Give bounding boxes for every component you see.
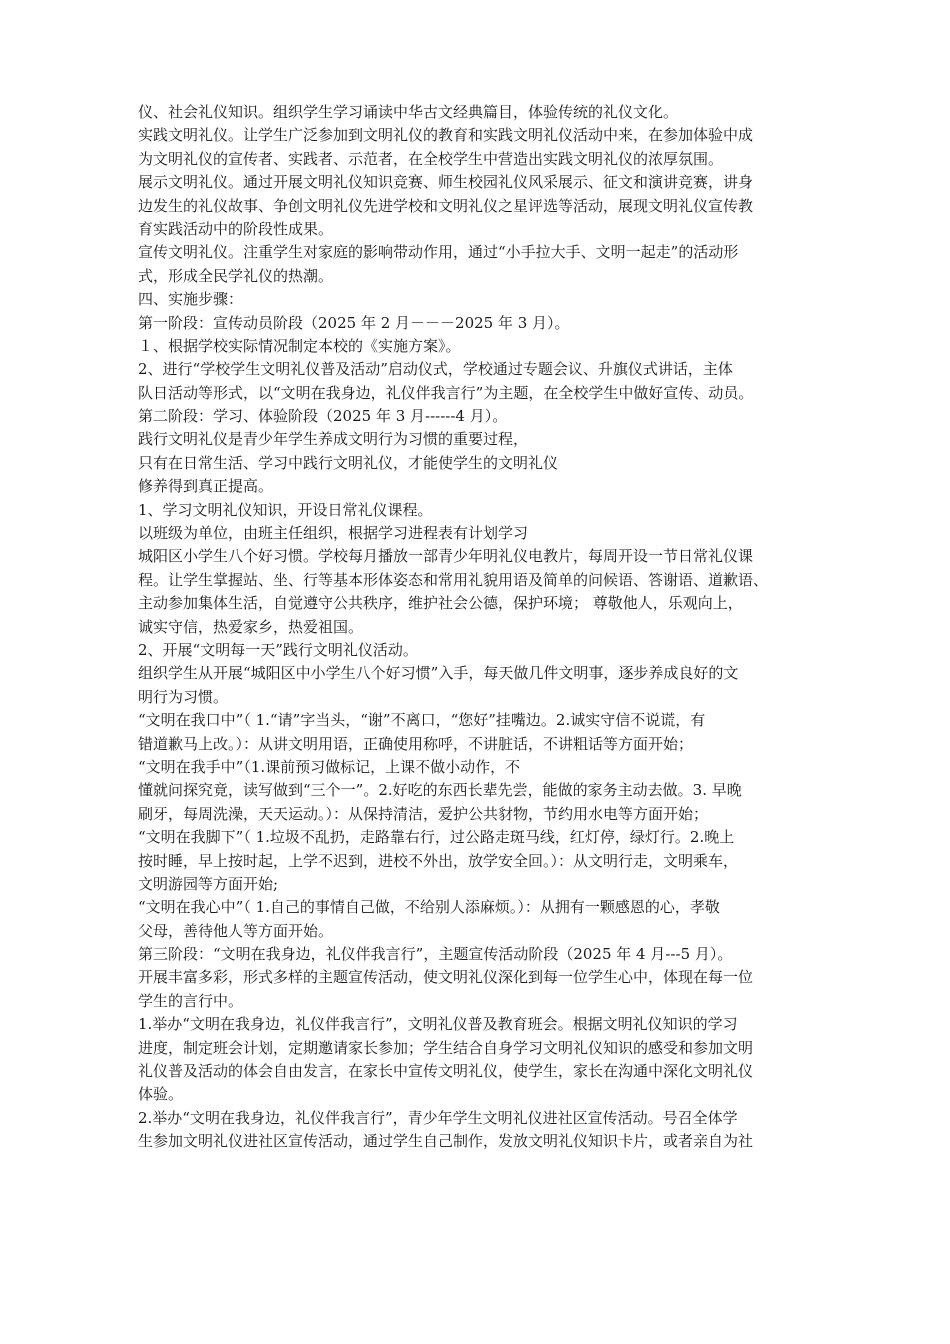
text-line: 以班级为单位，由班主任组织，根据学习进程表有计划学习: [138, 524, 529, 543]
text-line: 学生的言行中。: [138, 991, 244, 1010]
text-line: 进度，制定班会计划，定期邀请家长参加；学生结合自身学习文明礼仪知识的感受和参加文明: [138, 1038, 754, 1057]
text-line: “文明在我脚下”（ 1.垃圾不乱扔，走路靠右行，过公路走斑马线，红灯停，绿灯行。2.晚上: [138, 828, 735, 847]
text-line: 主动参加集体生活，自觉遵守公共秩序，维护社会公德，保护环境； 尊敬他人，乐观向上，: [138, 594, 743, 613]
text-line: “文明在我手中”（1.课前预习做标记，上课不做小动作，不: [138, 757, 521, 776]
text-line: 明行为习惯。: [138, 687, 229, 706]
text-line: 文明游园等方面开始;: [138, 874, 279, 893]
text-line: “文明在我口中”（ 1.“请”字当头，“谢”不离口，“您好”挂嘴边。2.诚实守信不说谎，有: [138, 711, 706, 730]
text-line: 程。让学生掌握站、坐、行等基本形体姿态和常用礼貌用语及简单的问候语、答谢语、道歉语、: [138, 570, 769, 589]
text-line: 2.举办“文明在我身边，礼仪伴我言行”，青少年学生文明礼仪进社区宣传活动。号召全体学: [138, 1108, 738, 1127]
text-line: 展示文明礼仪。通过开展文明礼仪知识竞赛、师生校园礼仪风采展示、征文和演讲竞赛，讲身: [138, 173, 754, 192]
document-body: [138, 101, 838, 1154]
text-line: 四、实施步骤：: [138, 290, 244, 309]
text-line: 实践文明礼仪。让学生广泛参加到文明礼仪的教育和实践文明礼仪活动中来，在参加体验中成: [138, 126, 754, 145]
text-line: 第二阶段：学习、体验阶段（2025 年 3 月------4 月）。: [138, 407, 508, 426]
text-line: 按时睡，早上按时起，上学不迟到，进校不外出，放学安全回。）：从文明行走，文明乘车，: [138, 851, 739, 870]
text-line: 父母，善待他人等方面开始。: [138, 921, 334, 940]
text-line: 践行文明礼仪是青少年学生养成文明行为习惯的重要过程，: [138, 430, 529, 449]
text-line: 开展丰富多彩，形式多样的主题宣传活动，使文明礼仪深化到每一位学生心中，体现在每一位: [138, 968, 754, 987]
text-line: 礼仪普及活动的体会自由发言，在家长中宣传文明礼仪，使学生，家长在沟通中深化文明礼仪: [138, 1062, 754, 1081]
text-line: 错道歉马上改。）：从讲文明用语，正确使用称呼，不讲脏话，不讲粗话等方面开始；: [138, 734, 694, 753]
text-line: 生参加文明礼仪进社区宣传活动，通过学生自己制作，发放文明礼仪知识卡片，或者亲自为社: [138, 1132, 754, 1151]
text-line: 只有在日常生活、学习中践行文明礼仪，才能使学生的文明礼仪: [138, 453, 559, 472]
text-line: 队日活动等形式，以“文明在我身边，礼仪伴我言行”为主题，在全校学生中做好宣传、动员。: [138, 383, 754, 402]
text-line: “文明在我心中”（ 1.自己的事情自己做，不给别人添麻烦。）：从拥有一颗感恩的心，孝敬: [138, 898, 720, 917]
text-line: 第三阶段：“文明在我身边，礼仪伴我言行”，主题宣传活动阶段（2025 年 4 月---5 月）。: [138, 945, 733, 964]
text-line: 为文明礼仪的宣传者、实践者、示范者，在全校学生中营造出实践文明礼仪的浓厚氛围。: [138, 149, 724, 168]
text-line: 修养得到真正提高。: [138, 477, 274, 496]
text-line: 育实践活动中的阶段性成果。: [138, 219, 334, 238]
text-line: 边发生的礼仪故事、争创文明礼仪先进学校和文明礼仪之星评选等活动，展现文明礼仪宣传教: [138, 196, 754, 215]
text-line: 2、开展“文明每一天”践行文明礼仪活动。: [138, 640, 418, 659]
text-line: 城阳区小学生八个好习惯。学校每月播放一部青少年明礼仪电教片，每周开设一节日常礼仪课: [138, 547, 754, 566]
text-line: １、根据学校实际情况制定本校的《实施方案》。: [138, 336, 461, 355]
text-line: 1、学习文明礼仪知识，开设日常礼仪课程。: [138, 500, 433, 519]
text-line: 仪、社会礼仪知识。组织学生学习诵读中华古文经典篇目，体验传统的礼仪文化。: [138, 103, 679, 121]
text-line: 第一阶段：宣传动员阶段（2025 年 2 月－－－2025 年 3 月）。: [138, 313, 570, 332]
text-line: 组织学生从开展“城阳区中小学生八个好习惯”入手，每天做几件文明事，逐步养成良好的文: [138, 664, 739, 683]
text-line: 刷牙，每周洗澡，天天运动。）：从保持清洁，爱护公共豺物，节约用水电等方面开始；: [138, 804, 709, 823]
text-line: 诚实守信，热爱家乡，热爱祖国。: [138, 617, 364, 636]
text-line: 宣传文明礼仪。注重学生对家庭的影响带动作用，通过“小手拉大手、文明一起走”的活动形: [138, 243, 739, 262]
text-line: 1.举办“文明在我身边，礼仪伴我言行”，文明礼仪普及教育班会。根据文明礼仪知识的学习: [138, 1015, 738, 1034]
text-line: 2、进行“学校学生文明礼仪普及活动”启动仪式，学校通过专题会议、升旗仪式讲话，主体: [138, 360, 733, 379]
text-line: 体验。: [138, 1085, 184, 1104]
text-line: 式，形成全民学礼仪的热潮。: [138, 266, 334, 285]
text-line: 懂就问探究竟，读写做到“三个一”。2.好吃的东西长辈先尝，能做的家务主动去做。3. 早晚: [138, 781, 742, 800]
